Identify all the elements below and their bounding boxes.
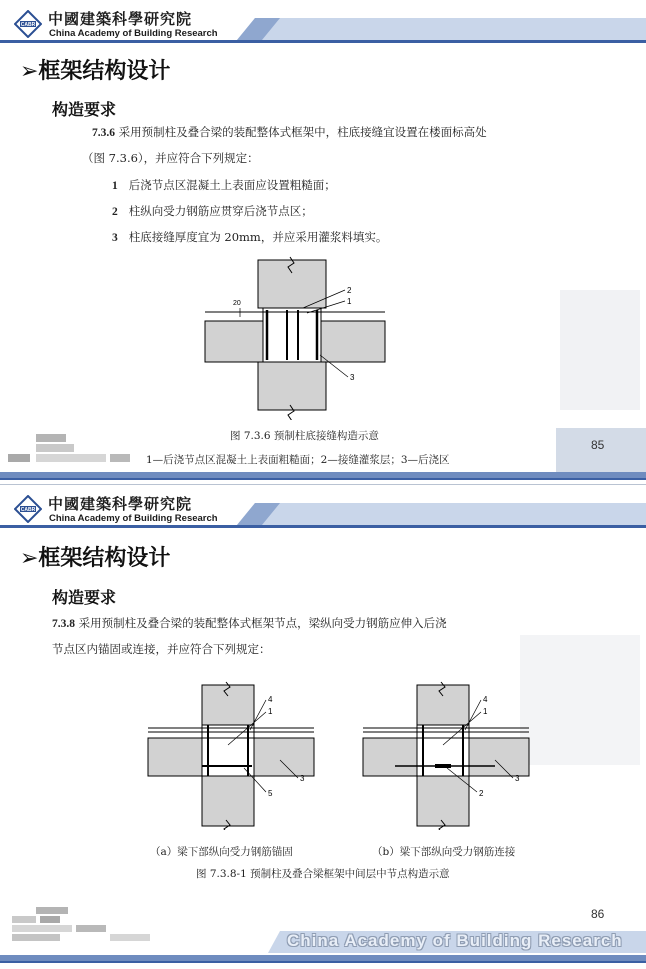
dimension-20: 20 (233, 300, 241, 307)
figure-caption: 图 7.3.6 预制柱底接缝构造示意 (230, 430, 379, 442)
item-text: 后浇节点区混凝土上表面应设置粗糙面； (128, 178, 336, 192)
clause-line-2: （图 7.3.6），并应符合下列规定： (82, 151, 259, 165)
org-name-en: China Academy of Building Research (49, 28, 218, 39)
slide-title: ➢框架结构设计 (20, 546, 171, 571)
column-joint-figure (195, 255, 395, 420)
callout-3: 3 (300, 774, 305, 783)
org-name-cn: 中國建築科學研究院 (48, 10, 193, 28)
callout-1: 1 (268, 707, 273, 716)
slide-subtitle: 构造要求 (52, 588, 117, 607)
figure-caption: 图 7.3.8-1 预制柱及叠合梁框架中间层中节点构造示意 (196, 868, 450, 880)
callout-1: 1 (483, 707, 488, 716)
sub-caption-a: （a）梁下部纵向受力钢筋锚固 (150, 846, 293, 858)
slide-86 (0, 485, 646, 969)
footer-english-name: China Academy of Building Research (287, 931, 623, 950)
org-name-cn: 中國建築科學研究院 (48, 495, 193, 513)
figure-legend: 1—后浇节点区混凝土上表面粗糙面；2—接缝灌浆层；3—后浇区 (146, 454, 450, 466)
clause-text-1: 采用预制柱及叠合梁的装配整体式框架中，柱底接缝宜设置在楼面标高处 (118, 125, 487, 139)
list-item (112, 203, 313, 219)
slide-subtitle: 构造要求 (52, 100, 117, 119)
svg-text:CABR: CABR (20, 507, 36, 513)
slide-title: ➢框架结构设计 (20, 59, 171, 84)
item-number: 3 (112, 232, 118, 244)
page-number: 85 (591, 438, 605, 452)
callout-3: 3 (350, 373, 355, 382)
cabr-logo-icon (14, 495, 42, 523)
item-text: 柱底接缝厚度宜为 20mm，并应采用灌浆料填实。 (128, 230, 388, 244)
callout-2: 2 (479, 789, 484, 798)
callout-3: 3 (515, 774, 520, 783)
clause-line-1 (92, 124, 487, 140)
slide-85 (0, 0, 646, 484)
joint-figure-a (140, 680, 320, 830)
item-text: 柱纵向受力钢筋应贯穿后浇节点区； (128, 204, 313, 218)
background-watermark (560, 290, 640, 410)
callout-4: 4 (268, 695, 273, 704)
sub-caption-b: （b）梁下部纵向受力钢筋连接 (372, 846, 516, 858)
cabr-logo-icon (14, 10, 42, 38)
callout-4: 4 (483, 695, 488, 704)
clause-line-1 (52, 615, 447, 631)
clause-number: 7.3.8 (52, 618, 75, 630)
callout-1: 1 (347, 297, 352, 306)
joint-figure-b (355, 680, 535, 830)
background-watermark (520, 635, 640, 765)
item-number: 1 (112, 180, 118, 192)
svg-text:CABR: CABR (20, 22, 36, 28)
list-item (112, 229, 387, 245)
clause-text-1: 采用预制柱及叠合梁的装配整体式框架节点，梁纵向受力钢筋应伸入后浇 (78, 616, 447, 630)
page-number: 86 (591, 907, 605, 921)
list-item (112, 177, 336, 193)
callout-5: 5 (268, 789, 273, 798)
org-name-en: China Academy of Building Research (49, 513, 218, 524)
clause-line-2: 节点区内锚固或连接，并应符合下列规定： (52, 642, 271, 656)
callout-2: 2 (347, 286, 352, 295)
item-number: 2 (112, 206, 118, 218)
clause-number: 7.3.6 (92, 127, 115, 139)
footer-decoration (0, 428, 646, 484)
